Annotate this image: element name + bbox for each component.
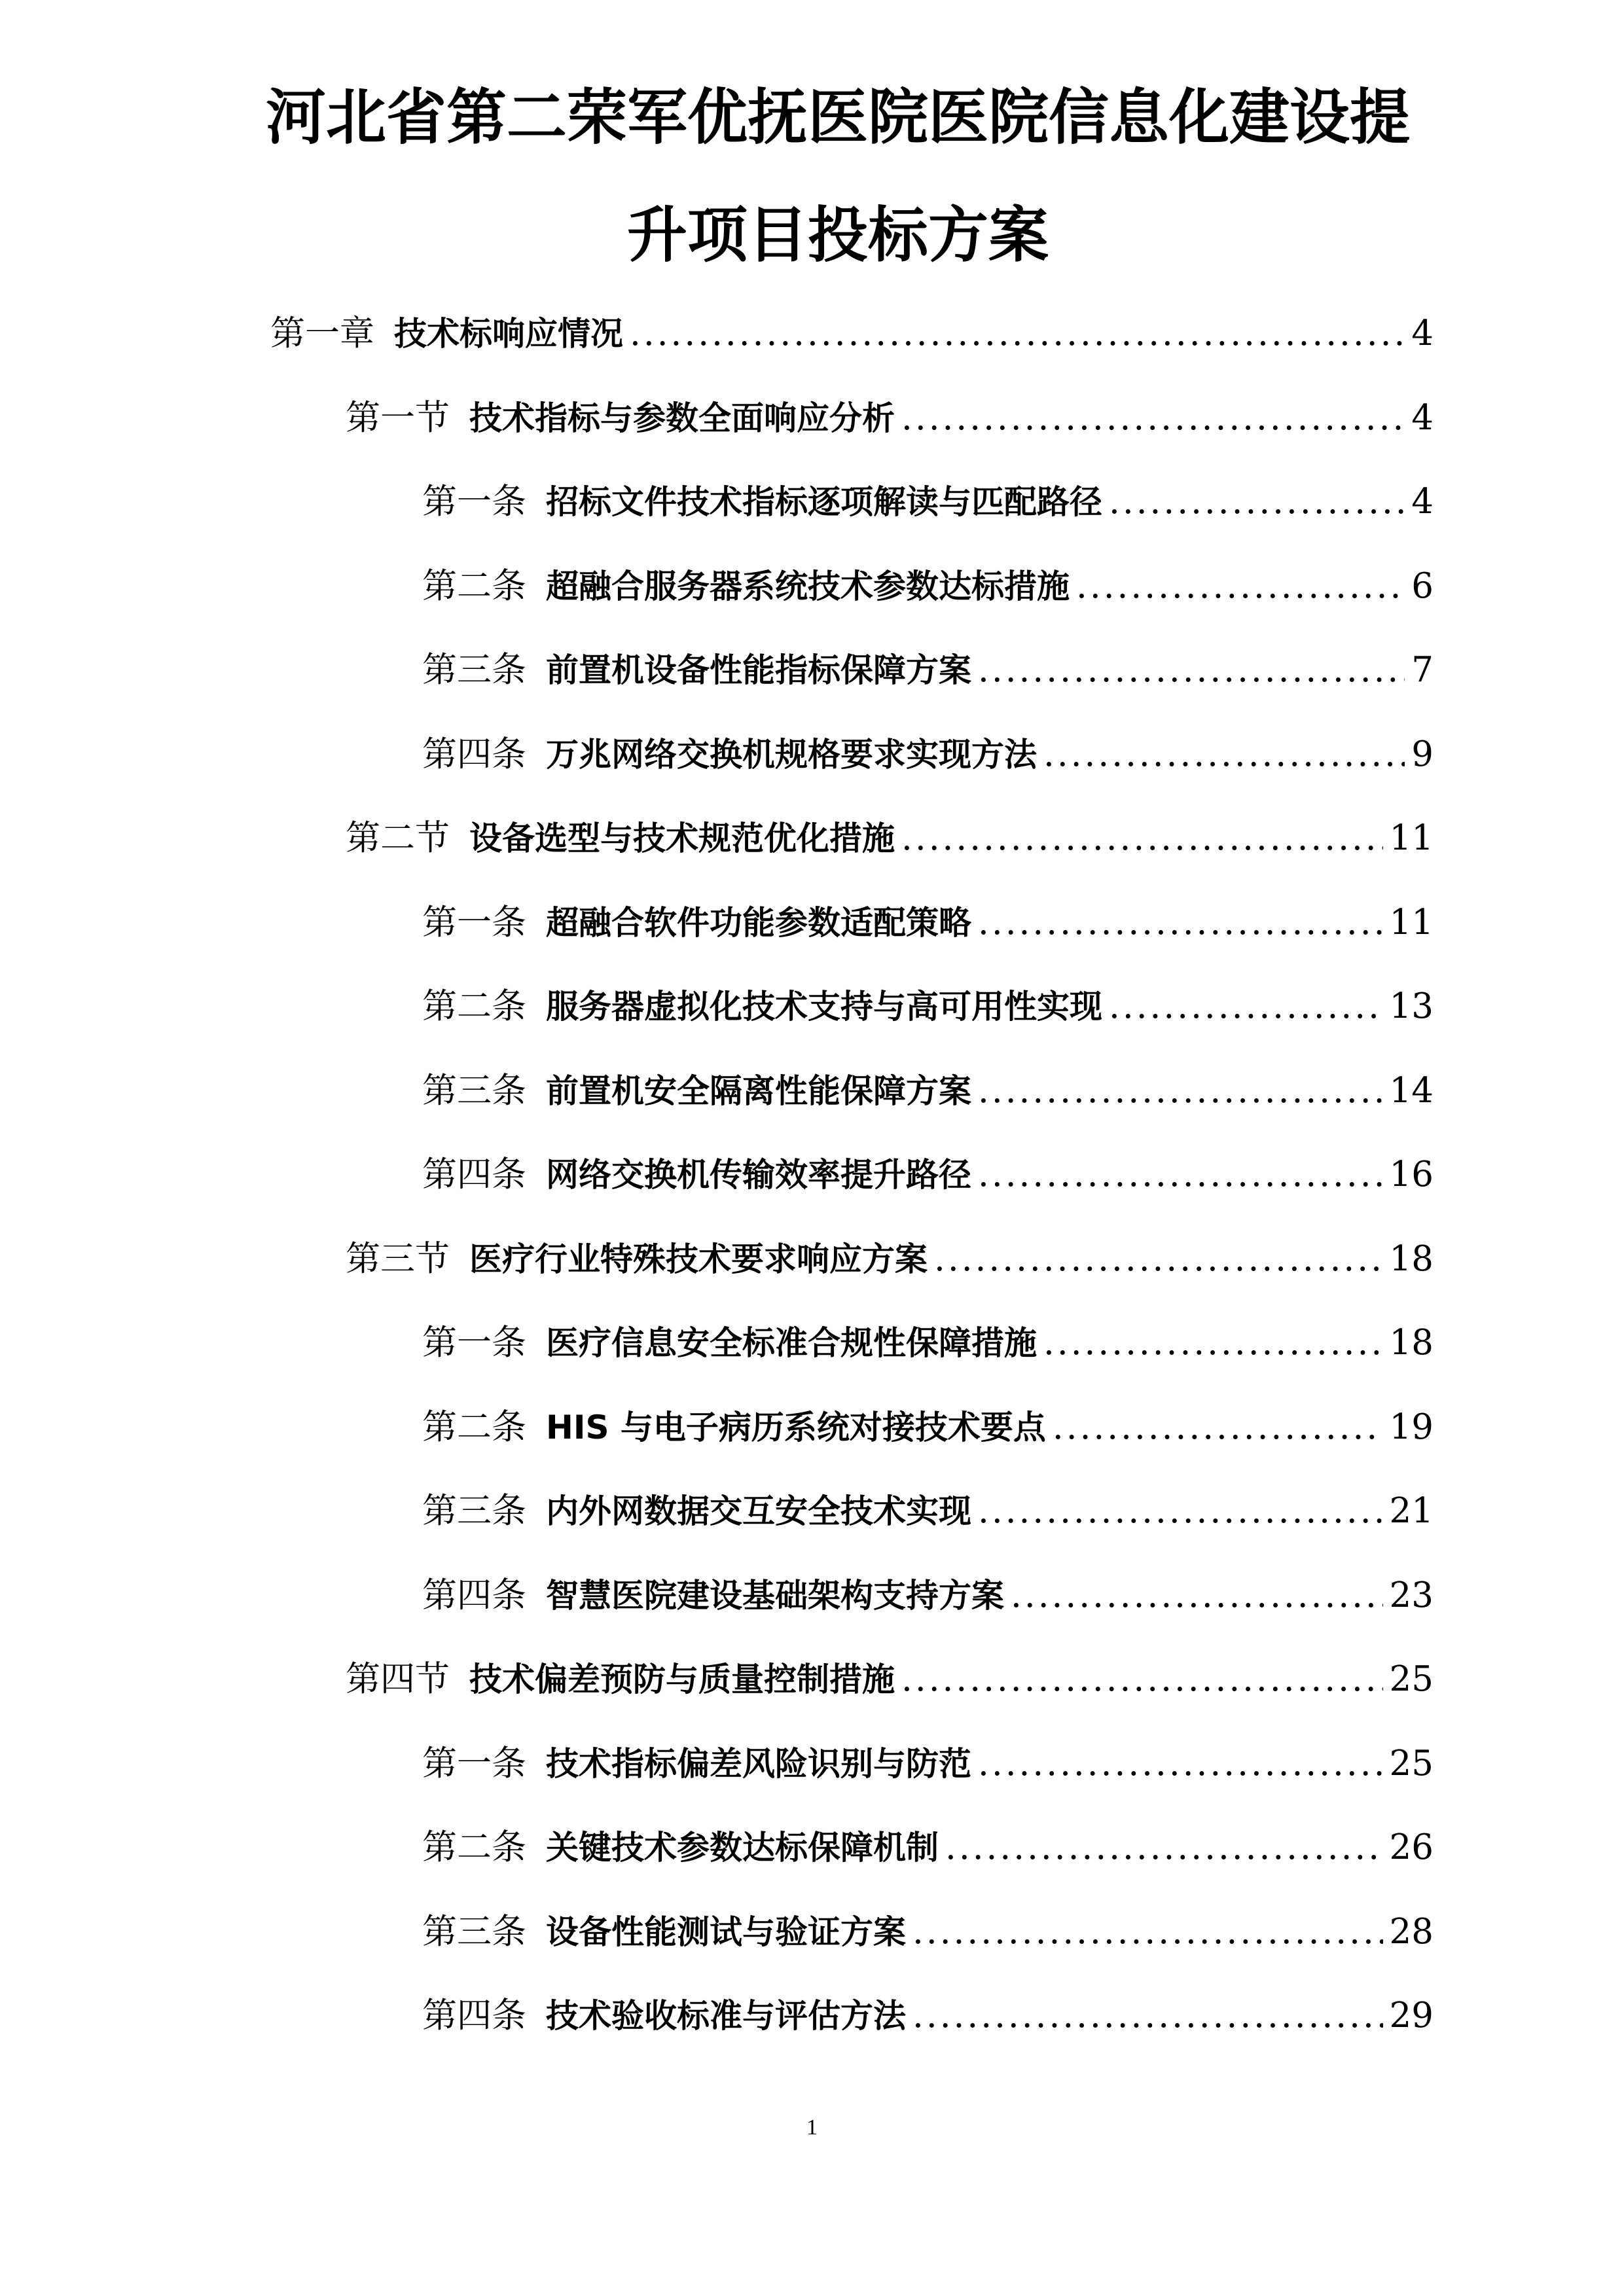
toc-entry-page: 11 — [1389, 903, 1434, 942]
toc-entry-number: 第四条 — [422, 1575, 526, 1615]
toc-dot-leader — [1109, 476, 1405, 528]
toc-entry[interactable] — [422, 476, 1434, 528]
toc-entry-page: 9 — [1411, 734, 1434, 774]
toc-entry-page: 11 — [1389, 818, 1434, 858]
toc-dot-leader — [1109, 980, 1383, 1033]
toc-entry-number: 第二条 — [422, 566, 526, 606]
toc-dot-leader — [978, 644, 1405, 696]
toc-entry[interactable] — [422, 1485, 1434, 1537]
toc-entry-page: 19 — [1389, 1407, 1434, 1447]
toc-entry-page: 18 — [1389, 1239, 1434, 1279]
toc-dot-leader — [1011, 1570, 1383, 1622]
toc-entry-number: 第三节 — [346, 1239, 450, 1279]
toc-entry-number: 第一条 — [422, 1744, 526, 1784]
toc-entry[interactable] — [422, 1990, 1434, 2042]
toc-entry-title: 医疗信息安全标准合规性保障措施 — [546, 1324, 1037, 1362]
toc-dot-leader — [934, 1233, 1383, 1285]
toc-entry-title: 服务器虚拟化技术支持与高可用性实现 — [546, 988, 1102, 1026]
toc-entry-title: 技术标响应情况 — [394, 315, 623, 353]
toc-entry-number: 第一节 — [346, 398, 450, 438]
toc-entry[interactable] — [422, 644, 1434, 696]
toc-entry-page: 26 — [1389, 1827, 1434, 1867]
toc-dot-leader — [1053, 1401, 1383, 1454]
toc-dot-leader — [901, 392, 1405, 444]
toc-entry-title: 设备选型与技术规范优化措施 — [469, 819, 895, 857]
toc-dot-leader — [901, 812, 1383, 865]
toc-entry-number: 第三条 — [422, 1491, 526, 1531]
toc-entry[interactable] — [346, 812, 1434, 865]
toc-entry[interactable] — [422, 897, 1434, 949]
toc-entry-page: 23 — [1389, 1575, 1434, 1615]
toc-entry[interactable] — [270, 308, 1434, 360]
document-title-line2: 升项目投标方案 — [626, 200, 1049, 270]
toc-entry-page: 6 — [1411, 566, 1434, 606]
toc-dot-leader — [978, 897, 1383, 949]
toc-entry-title: 前置机安全隔离性能保障方案 — [546, 1072, 971, 1110]
toc-entry[interactable] — [422, 560, 1434, 613]
toc-entry[interactable] — [422, 1821, 1434, 1874]
toc-entry[interactable] — [422, 728, 1434, 781]
toc-entry-number: 第一条 — [422, 1323, 526, 1363]
toc-entry-number: 第四条 — [422, 734, 526, 774]
toc-entry-page: 4 — [1411, 482, 1434, 522]
toc-entry[interactable] — [346, 1653, 1434, 1706]
toc-dot-leader — [912, 1990, 1383, 2042]
toc-entry[interactable] — [422, 1738, 1434, 1790]
toc-entry-page: 4 — [1411, 398, 1434, 438]
toc-entry-page: 14 — [1389, 1071, 1434, 1111]
toc-dot-leader — [901, 1653, 1383, 1706]
toc-entry-number: 第四节 — [346, 1659, 450, 1699]
toc-entry[interactable] — [346, 1233, 1434, 1285]
toc-entry[interactable] — [422, 1317, 1434, 1369]
toc-entry-page: 7 — [1411, 650, 1434, 690]
document-title-line1: 河北省第二荣军优抚医院医院信息化建设提 — [265, 82, 1410, 152]
toc-entry-title: 设备性能测试与验证方案 — [546, 1913, 906, 1951]
toc-entry-number: 第四条 — [422, 1155, 526, 1194]
toc-entry-page: 18 — [1389, 1323, 1434, 1363]
toc-entry-number: 第二条 — [422, 986, 526, 1026]
toc-entry-title: 内外网数据交互安全技术实现 — [546, 1492, 971, 1530]
toc-entry-number: 第四条 — [422, 1996, 526, 2036]
toc-dot-leader — [945, 1821, 1383, 1874]
toc-entry-page: 21 — [1389, 1491, 1434, 1531]
toc-entry-title: 智慧医院建设基础架构支持方案 — [546, 1577, 1004, 1615]
toc-entry-title: 招标文件技术指标逐项解读与匹配路径 — [546, 483, 1102, 521]
toc-dot-leader — [1076, 560, 1405, 613]
toc-dot-leader — [630, 308, 1405, 360]
toc-entry-page: 13 — [1389, 986, 1434, 1026]
toc-entry-page: 4 — [1411, 314, 1434, 353]
toc-entry-title: 前置机设备性能指标保障方案 — [546, 651, 971, 689]
toc-entry[interactable] — [346, 392, 1434, 444]
toc-entry-page: 29 — [1389, 1996, 1434, 2036]
toc-entry-title: 万兆网络交换机规格要求实现方法 — [546, 736, 1037, 774]
toc-entry-title: 超融合服务器系统技术参数达标措施 — [546, 567, 1070, 605]
toc-dot-leader — [978, 1485, 1383, 1537]
toc-entry-number: 第一条 — [422, 903, 526, 942]
toc-entry-number: 第三条 — [422, 1912, 526, 1952]
toc-dot-leader — [912, 1906, 1383, 1958]
toc-entry-title: 医疗行业特殊技术要求响应方案 — [469, 1240, 928, 1278]
toc-entry-number: 第二条 — [422, 1827, 526, 1867]
toc-entry-number: 第一章 — [270, 314, 374, 353]
toc-dot-leader — [978, 1149, 1383, 1201]
toc-entry-page: 28 — [1389, 1912, 1434, 1952]
toc-entry[interactable] — [422, 1401, 1434, 1454]
toc-entry-number: 第三条 — [422, 650, 526, 690]
toc-entry-number: 第二节 — [346, 818, 450, 858]
toc-entry-number: 第一条 — [422, 482, 526, 522]
toc-entry-number: 第二条 — [422, 1407, 526, 1447]
toc-entry-page: 16 — [1389, 1155, 1434, 1194]
toc-dot-leader — [978, 1065, 1383, 1117]
toc-entry-title: 超融合软件功能参数适配策略 — [546, 904, 971, 942]
page-number: 1 — [806, 2115, 818, 2140]
toc-dot-leader — [978, 1738, 1383, 1790]
toc-dot-leader — [1043, 1317, 1383, 1369]
toc-entry[interactable] — [422, 980, 1434, 1033]
toc-entry[interactable] — [422, 1906, 1434, 1958]
toc-entry-title: 关键技术参数达标保障机制 — [546, 1829, 939, 1867]
toc-entry-title: 技术偏差预防与质量控制措施 — [469, 1660, 895, 1698]
toc-entry-page: 25 — [1389, 1744, 1434, 1784]
toc-entry-title: 技术指标与参数全面响应分析 — [469, 399, 895, 437]
toc-entry-title: 技术指标偏差风险识别与防范 — [546, 1745, 971, 1783]
toc-entry-title: HIS 与电子病历系统对接技术要点 — [546, 1408, 1046, 1446]
toc-entry[interactable] — [422, 1149, 1434, 1201]
toc-entry-title: 技术验收标准与评估方法 — [546, 1997, 906, 2035]
toc-entry[interactable] — [422, 1570, 1434, 1622]
toc-entry[interactable] — [422, 1065, 1434, 1117]
toc-entry-number: 第三条 — [422, 1071, 526, 1111]
toc-entry-title: 网络交换机传输效率提升路径 — [546, 1156, 971, 1194]
toc-entry-page: 25 — [1389, 1659, 1434, 1699]
toc-dot-leader — [1043, 728, 1405, 781]
